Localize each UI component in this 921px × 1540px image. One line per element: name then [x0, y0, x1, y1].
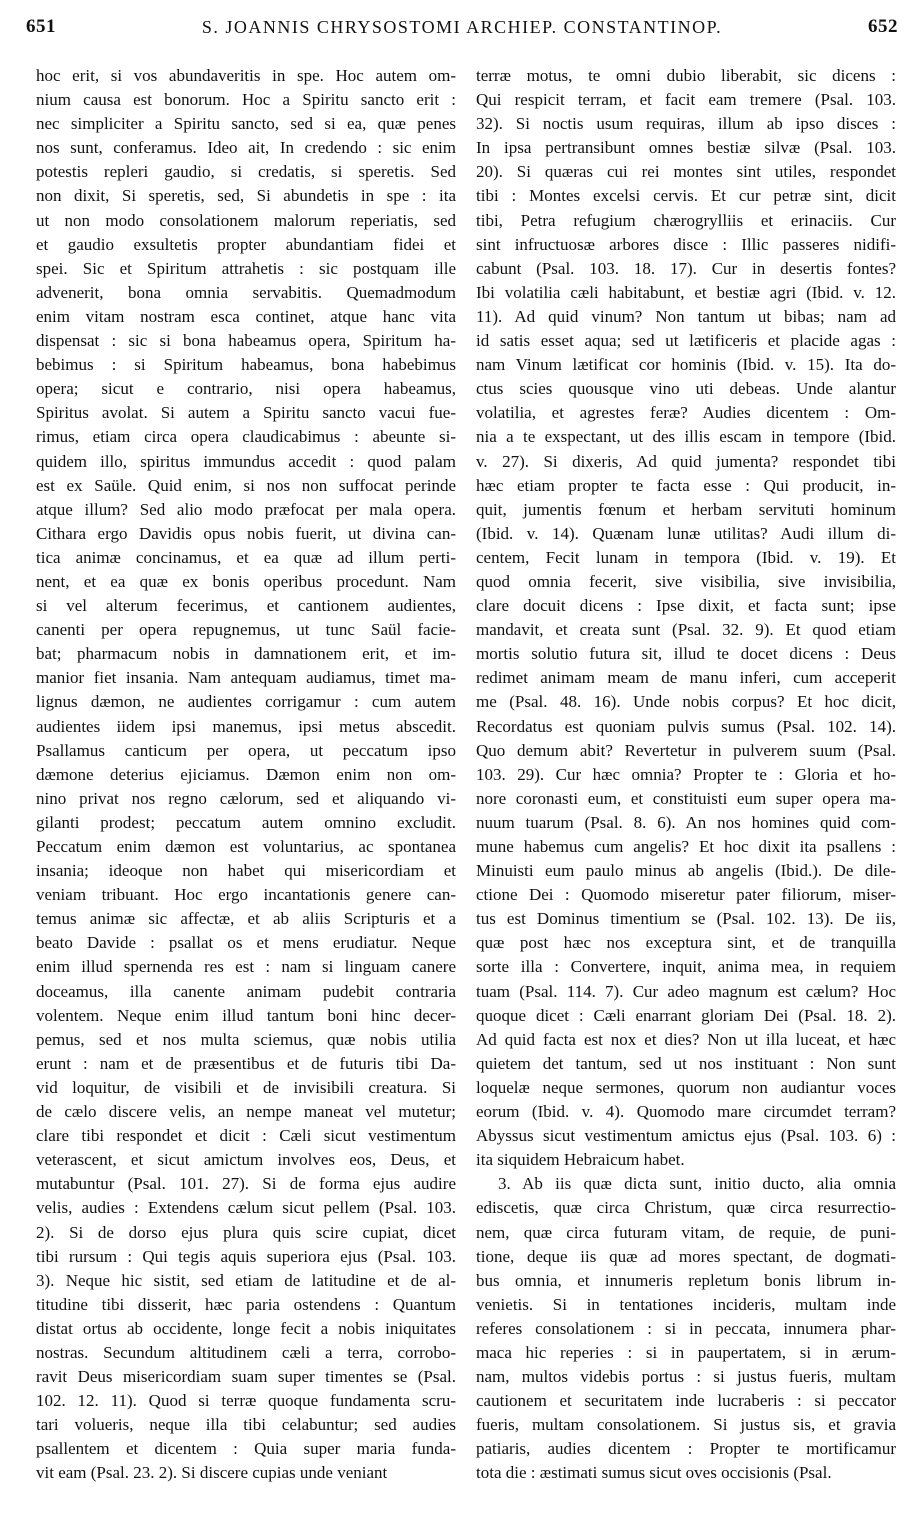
text-line: eorum (Ibid. v. 4). Quomodo mare circumdet terram?: [476, 1102, 896, 1122]
text-line: terræ motus, te omni dubio liberabit, sic dicens :: [476, 66, 896, 85]
text-line: enim illud spernenda res est : nam si linguam canere: [36, 957, 456, 977]
text-line: 11). Ad quid vinum? Non tantum ut bibas; nam ad: [476, 306, 896, 326]
text-line: nia a te exspectant, ut des illis escam in tempore (Ibid.: [476, 427, 896, 447]
text-line: Recordatus est quoniam pulvis sumus (Psal. 102. 14).: [476, 716, 896, 736]
text-line: 3). Neque hic sistit, sed etiam de latitudine et de al-: [36, 1270, 456, 1290]
text-line: 103. 29). Cur hæc omnia? Propter te : Gloria et ho-: [476, 764, 896, 784]
text-line: potestis repleri gaudio, si credatis, si speretis. Sed: [36, 162, 456, 182]
text-line: nent, et ea quæ ex bonis operibus procedunt. Nam: [36, 571, 456, 591]
text-line: tione, deque iis quæ ad mores spectant, de dogmati-: [476, 1246, 896, 1266]
text-column-left: [36, 64, 456, 1486]
text-line: nino privat nos regno cælorum, sed et aliquando vi-: [36, 788, 456, 808]
text-line: nium causa est bonorum. Hoc a Spiritu sancto erit :: [36, 90, 456, 110]
text-line: Quo demum abit? Revertetur in pulverem suum (Psal.: [476, 740, 896, 760]
text-line: Ad quid facta est nox et dies? Non ut illa luceat, et hæc: [476, 1029, 896, 1049]
text-line: volentem. Neque enim illud tantum boni hinc decer-: [36, 1005, 456, 1025]
text-line: 20). Si quæras cui rei montes sint utiles, respondet: [476, 162, 896, 182]
text-line: et gaudio exsultetis propter abundantiam fidei et: [36, 234, 456, 254]
text-line: Abyssus sicut vestimentum amictus ejus (Psal. 103. 6) :: [476, 1126, 896, 1146]
text-line: quoque dicet : Cæli enarrant gloriam Dei (Psal. 18. 2).: [476, 1005, 896, 1025]
text-line: de cælo discere velis, an nempe maneat vel mutetur;: [36, 1102, 456, 1122]
page-number-left: 651: [26, 16, 56, 37]
text-line: est ex Saüle. Quid enim, si nos non suffocat perinde: [36, 475, 456, 495]
text-line: manior fiet insania. Nam antequam audiamus, timet ma-: [36, 668, 456, 688]
text-line: rimus, etiam circa opera claudicabimus : abeunte si-: [36, 427, 456, 447]
text-line: dispensat : sic si bona habeamus opera, Spiritum ha-: [36, 331, 456, 351]
text-line: Spiritus avolat. Si autem a Spiritu sancto vacui fue-: [36, 403, 456, 423]
text-line: referes consolationem : si in peccata, innumera phar-: [476, 1318, 896, 1338]
text-line: tus est Dominus timentium se (Psal. 102. 13). De iis,: [476, 909, 896, 929]
text-line: (Ibid. v. 14). Quænam lunæ utilitas? Audi illum di-: [476, 523, 896, 543]
text-line: distat ortus ab occidente, longe fecit a nobis iniquitates: [36, 1318, 456, 1338]
text-line: vit eam (Psal. 23. 2). Si discere cupias unde veniant: [36, 1463, 388, 1483]
text-line: erunt : nam et de præsentibus et de futuris tibi Da-: [36, 1053, 456, 1073]
text-line: Cithara ergo Davidis opus nobis fuerit, ut divina can-: [36, 523, 456, 543]
text-line: nam Vinum lætificat cor hominis (Ibid. v. 15). Ita do-: [476, 355, 896, 375]
text-line: doceamus, illa canente animam pudebit contraria: [36, 981, 456, 1001]
text-line: 102. 12. 11). Quod si terræ quoque fundamenta scru-: [36, 1391, 456, 1411]
text-line: hoc erit, si vos abundaveritis in spe. Hoc autem om-: [36, 66, 456, 85]
text-line: id satis esset aqua; sed ut lætificeris et placide agas :: [476, 331, 896, 351]
text-line: nostras. Secundum altitudinem cæli a terra, corrobo-: [36, 1342, 456, 1362]
text-line: Peccatum enim dæmon est voluntarius, ac spontanea: [36, 837, 456, 856]
text-line: tibi : Montes excelsi cervis. Et cur petræ sint, dicit: [476, 186, 896, 206]
text-line: cautionem et securitatem inde lucraberis : si peccator: [476, 1391, 896, 1411]
text-line: venietis. Si in tentationes incideris, multam inde: [476, 1294, 896, 1314]
text-line: nuum tuarum (Psal. 8. 6). An nos homines quid com-: [476, 812, 896, 832]
text-line: canenti per opera repugnemus, ut tunc Saül facie-: [36, 620, 456, 640]
text-line: tota die : æstimati sumus sicut oves occisionis (Psal.: [476, 1463, 832, 1483]
text-line: bebimus : si Spiritum habeamus, bona habebimus: [36, 355, 456, 375]
text-line: nem, quæ circa futuram vitam, de requie, de puni-: [476, 1222, 896, 1242]
page-number-right: 652: [868, 16, 898, 37]
text-line: 3. Ab iis quæ dicta sunt, initio ducto, alia omnia: [498, 1174, 896, 1194]
text-line: pemus, sed et nos multa sciemus, quæ nobis utilia: [36, 1029, 456, 1049]
text-line: centem, Fecit lunam in tempora (Ibid. v. 19). Et: [476, 547, 896, 567]
text-line: 32). Si noctis usum requiras, illum ab ipso disces :: [476, 114, 896, 134]
text-line: spei. Sic et Spiritum attrahetis : sic postquam ille: [36, 258, 456, 278]
text-line: mandavit, et creata sunt (Psal. 32. 9). Et quod etiam: [476, 620, 896, 640]
text-line: si vel alterum fecerimus, et cantionem audientes,: [36, 596, 456, 616]
text-line: titudine tibi disserit, hæc paria ostendens : Quantum: [36, 1294, 456, 1314]
text-line: Ibi volatilia cæli habitabunt, et bestiæ agri (Ibid. v. 12.: [476, 282, 896, 302]
text-line: mune habemus cum angelis? Et hoc dixit ita psallens :: [476, 837, 896, 856]
text-line: nec simpliciter a Spiritu sancto, sed si ea, quæ penes: [36, 114, 456, 134]
text-line: nore coronasti eum, et constituisti eum super opera ma-: [476, 788, 896, 808]
text-line: quietem det tantum, sed ut nos instituant : Non sunt: [476, 1053, 896, 1073]
text-line: veniam tribuant. Hoc ergo incantationis genere can-: [36, 885, 456, 905]
text-line: tibi, Petra refugium chærogrylliis et erinaciis. Cur: [476, 210, 896, 230]
text-line: 2). Si de dorso ejus plura quis scire cupiat, dicet: [36, 1222, 456, 1242]
text-line: tari volueris, neque illa tibi celabuntur; sed audies: [36, 1415, 456, 1435]
text-line: bus omnia, et innumeris repletum bonis librum in-: [476, 1270, 896, 1290]
text-line: dæmone deterius ejiciamus. Dæmon enim non om-: [36, 764, 456, 784]
text-line: insania; ideoque non habet qui misericordiam et: [36, 861, 456, 881]
text-line: cabunt (Psal. 103. 18. 17). Cur in desertis fontes?: [476, 258, 896, 278]
text-line: ut non modo consolationem malorum reperiatis, sed: [36, 210, 456, 230]
text-column-right: [476, 64, 896, 1486]
text-line: enim vitam nostram esca continet, atque hanc vita: [36, 306, 456, 326]
text-line: gilanti prodest; peccatum autem omnino excludit.: [36, 812, 456, 832]
text-line: sint infructuosæ arbores disce : Illic passeres nidifi-: [476, 234, 896, 254]
text-line: ediscetis, quæ circa Christum, quæ circa resurrectio-: [476, 1198, 896, 1218]
text-line: quit, jumentis fœnum et herbam servituti hominum: [476, 499, 896, 519]
text-line: clare docuit dicens : Ipse dixit, et facta sunt; ipse: [476, 596, 896, 616]
text-line: sorte illa : Convertere, inquit, anima mea, in requiem: [476, 957, 896, 977]
text-line: ctione Dei : Quomodo miseretur pater filiorum, miser-: [476, 885, 896, 905]
text-line: velis, audies : Extendens cælum sicut pellem (Psal. 103.: [36, 1198, 456, 1218]
text-line: quæ post hæc nos exceptura sint, et de tranquilla: [476, 933, 896, 953]
text-line: redimet animam meam de manu inferi, cum acceperit: [476, 668, 896, 688]
text-line: vid loquitur, de visibili et de invisibili creatura. Si: [36, 1077, 456, 1097]
text-line: Qui respicit terram, et facit eam tremere (Psal. 103.: [476, 90, 896, 110]
text-line: v. 27). Si dixeris, Ad quid jumenta? respondet tibi: [476, 451, 896, 471]
text-line: lignus dæmon, ne audientes corrigamur : cum autem: [36, 692, 456, 712]
text-line: psallentem et dicentem : Quia super maria funda-: [36, 1439, 456, 1459]
text-line: nos sunt, conferamus. Ideo ait, In credendo : sic enim: [36, 138, 456, 158]
text-line: beato Davide : psallat os et mens erudiatur. Neque: [36, 933, 456, 953]
running-header: [26, 16, 898, 46]
text-line: bat; pharmacum nobis in damnationem erit, et im-: [36, 644, 456, 664]
text-line: hæc etiam propter te facta esse : Qui producit, in-: [476, 475, 896, 495]
text-line: ravit Deus misericordiam suam super timentes se (Psal.: [36, 1367, 456, 1387]
text-line: audientes iidem ipsi manemus, ipsi metus abscedit.: [36, 716, 456, 736]
text-line: nam, multos videbis portus : si justus fueris, multam: [476, 1367, 896, 1387]
text-line: Psallamus canticum per opera, ut peccatum ipso: [36, 740, 456, 760]
text-line: tibi rursum : Qui tegis aquis superiora ejus (Psal. 103.: [36, 1246, 456, 1266]
text-line: mortis solutio futura sit, illud te docet dicens : Deus: [476, 644, 896, 664]
text-line: quod omnia fecerit, sive visibilia, sive invisibilia,: [476, 571, 896, 591]
text-line: non dixit, Si speretis, sed, Si abundetis in spe : ita: [36, 186, 456, 206]
running-title: S. JOANNIS CHRYSOSTOMI ARCHIEP. CONSTANTINOP.: [201, 17, 723, 37]
text-line: quidem illo, spiritus immundus accedit : quod palam: [36, 451, 456, 471]
text-line: Minuisti eum paulo minus ab angelis (Ibid.). De dile-: [476, 861, 896, 881]
text-line: maca hic reperies : si in paupertatem, si in ærum-: [476, 1342, 896, 1362]
text-line: me (Psal. 48. 16). Unde nobis corpus? Et hoc dicit,: [476, 692, 896, 712]
text-line: tuam (Psal. 114. 7). Cur adeo magnum est cælum? Hoc: [476, 981, 896, 1001]
text-line: loquelæ neque sermones, quorum non audiantur voces: [476, 1077, 896, 1097]
text-line: In ipsa pertransibunt omnes bestiæ silvæ (Psal. 103.: [476, 138, 896, 158]
text-line: volatilia, et agrestes feræ? Audies dicentem : Om-: [476, 403, 896, 423]
text-line: tica animæ concinamus, et ea quæ ad illum perti-: [36, 547, 456, 567]
text-line: atque illum? Sed alio modo præfocat per mala opera.: [36, 499, 456, 519]
text-line: opera; sicut e contrario, nisi opera habeamus,: [36, 379, 456, 399]
text-line: patiaris, audies dicentem : Propter te mortificamur: [476, 1439, 896, 1459]
text-line: veterascent, et sicut amictum involves eos, Deus, et: [36, 1150, 456, 1170]
text-line: mutabuntur (Psal. 101. 27). Si de forma ejus audire: [36, 1174, 456, 1194]
text-line: temus animæ sic affectæ, et ab aliis Scripturis et a: [36, 909, 456, 929]
text-line: fueris, multam consolationem. Si justus sis, et gravia: [476, 1415, 896, 1435]
text-line: ctus scies quousque vino uti debeas. Unde alantur: [476, 379, 896, 399]
text-line: ita siquidem Hebraicum habet.: [476, 1150, 685, 1170]
text-line: advenerit, bona omnia servabitis. Quemadmodum: [36, 282, 456, 302]
text-line: clare tibi respondet et dicit : Cæli sicut vestimentum: [36, 1126, 456, 1146]
